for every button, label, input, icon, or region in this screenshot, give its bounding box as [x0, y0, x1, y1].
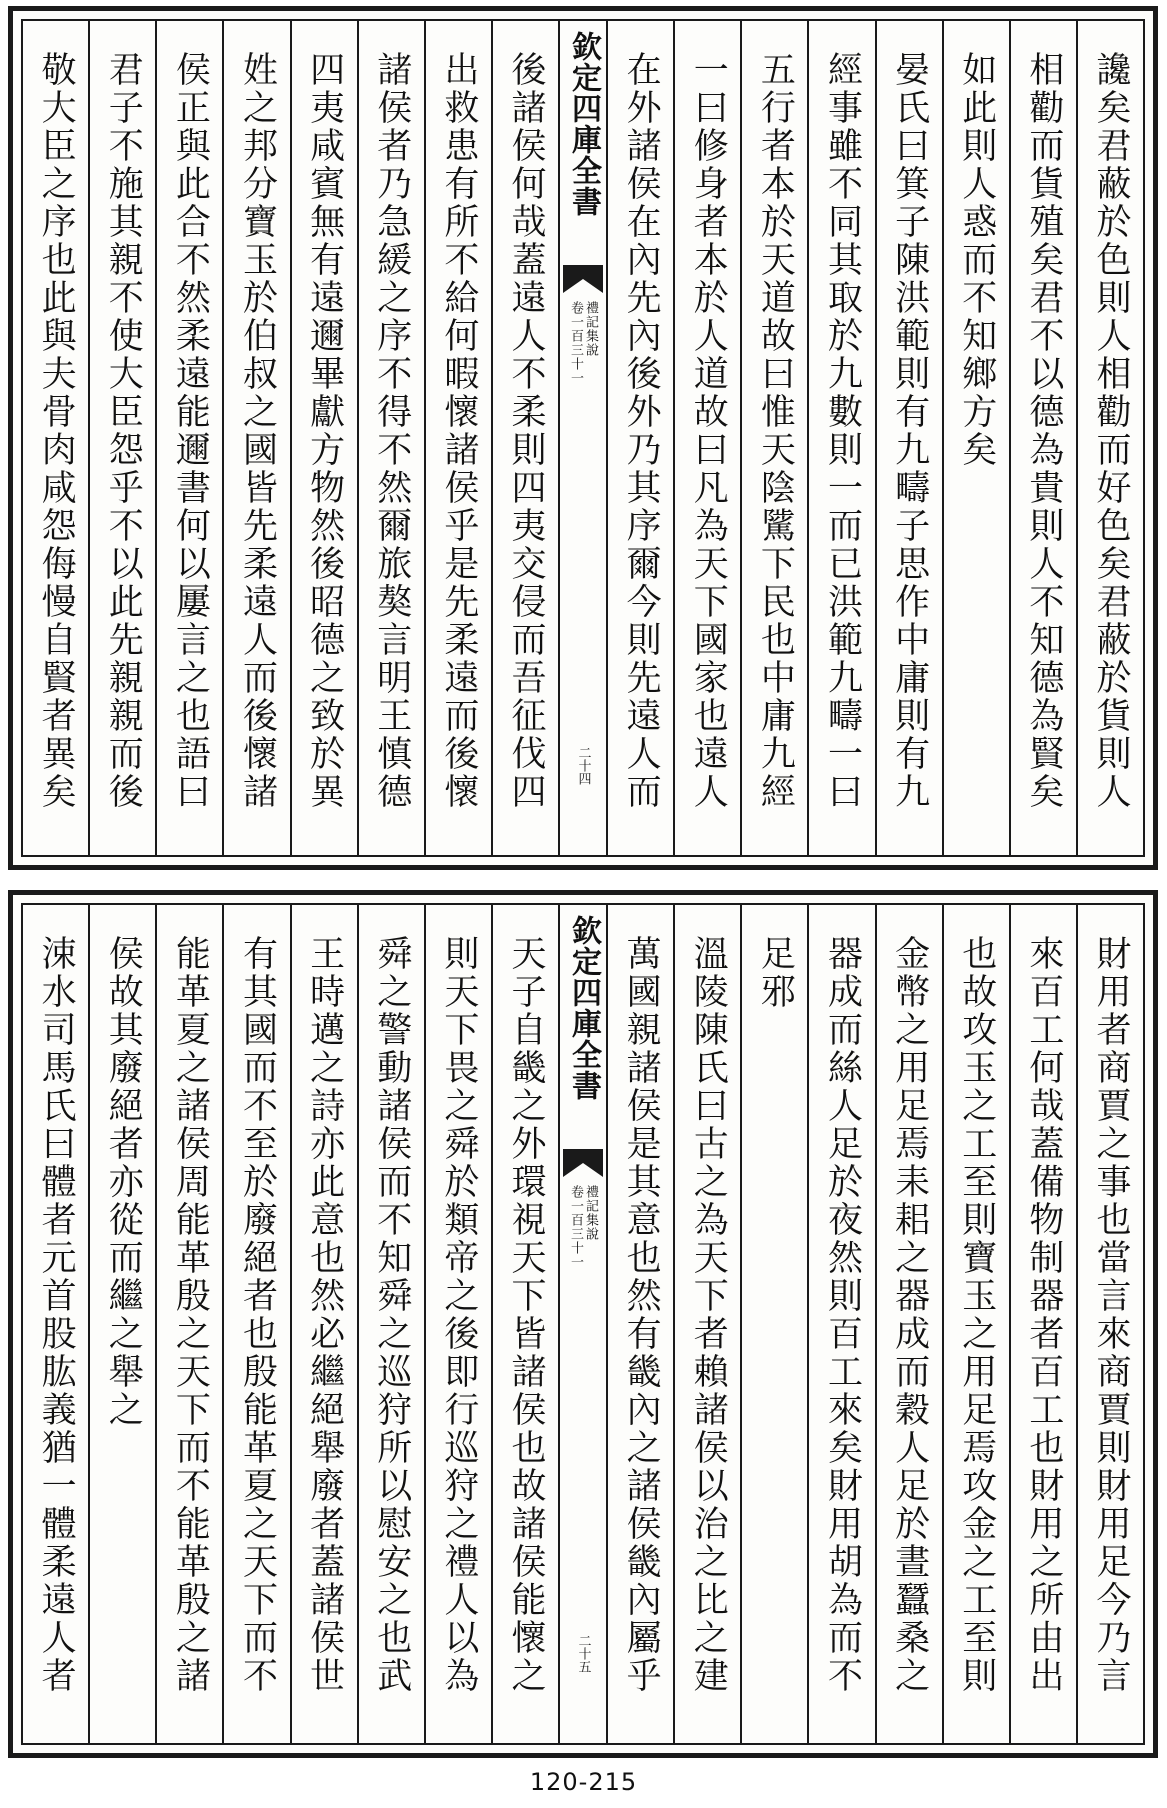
text-column: [222, 905, 289, 1743]
center-ribbon: [558, 21, 606, 855]
text-column: [942, 21, 1009, 855]
column-text: 王時邁之詩亦此意也然必繼絕舉廢者蓋諸侯世: [304, 935, 345, 1695]
column-text: 來百工何哉蓋備物制器者百工也財用之所由出: [1023, 935, 1064, 1695]
center-title: 欽定四庫全書: [566, 31, 601, 217]
text-column: [424, 21, 491, 855]
text-column: [357, 905, 424, 1743]
leaf-number: 二十四: [575, 746, 591, 785]
top-page: [8, 6, 1158, 870]
column-text: 金幣之用足焉耒耜之器成而穀人足於晝蠶桑之: [889, 935, 930, 1695]
column-text: 後諸侯何哉蓋遠人不柔則四夷交侵而吾征伐四: [505, 51, 546, 811]
text-column: [155, 905, 222, 1743]
column-text: 侯正與此合不然柔遠能邇書何以屢言之也語曰: [170, 51, 211, 811]
text-column: [424, 905, 491, 1743]
column-text: 姓之邦分寶玉於伯叔之國皆先柔遠人而後懷諸: [237, 51, 278, 811]
text-column: [491, 905, 558, 1743]
center-subtitle: [569, 1185, 597, 1269]
volume-number: 卷一百三十一: [568, 1185, 583, 1269]
text-column: [807, 905, 874, 1743]
text-column: [942, 905, 1009, 1743]
column-text: 敬大臣之序也此與夫骨肉咸怨侮慢自賢者異矣: [36, 51, 77, 811]
book-title: 禮記集說: [583, 1185, 598, 1241]
bottom-page: [8, 890, 1158, 1758]
column-text: 經事雖不同其取於九數則一而已洪範九疇一曰: [822, 51, 863, 811]
center-subtitle: [569, 301, 597, 385]
column-text: 諸侯者乃急緩之序不得不然爾旅獒言明王慎德: [371, 51, 412, 811]
column-text: 財用者商賈之事也當言來商賈則財用足今乃言: [1090, 935, 1131, 1695]
text-column: [357, 21, 424, 855]
text-column: [155, 21, 222, 855]
column-text: 讒矣君蔽於色則人相勸而好色矣君蔽於貨則人: [1090, 51, 1131, 811]
text-column: [290, 21, 357, 855]
text-column: [88, 21, 155, 855]
column-text: 四夷咸賓無有遠邇畢獻方物然後昭德之致於異: [304, 51, 345, 811]
center-ribbon: [558, 905, 606, 1743]
column-text: 足邪: [755, 935, 796, 1011]
book-title: 禮記集說: [583, 301, 598, 357]
column-text: 五行者本於天道故曰惟天陰騭下民也中庸九經: [755, 51, 796, 811]
text-column: [740, 21, 807, 855]
text-column: [740, 905, 807, 1743]
column-text: 晏氏曰箕子陳洪範則有九疇子思作中庸則有九: [889, 51, 930, 811]
column-text: 舜之警動諸侯而不知舜之巡狩所以慰安之也武: [371, 935, 412, 1695]
column-text: 出救患有所不給何暇懷諸侯乎是先柔遠而後懷: [438, 51, 479, 811]
text-column: [606, 21, 673, 855]
text-column: [88, 905, 155, 1743]
center-title: 欽定四庫全書: [566, 915, 601, 1101]
column-text: 如此則人惑而不知鄉方矣: [956, 51, 997, 469]
column-text: 涑水司馬氏曰體者元首股肱義猶一體柔遠人者: [36, 935, 77, 1695]
column-text: 能革夏之諸侯周能革殷之天下而不能革殷之諸: [170, 935, 211, 1695]
text-column: [606, 905, 673, 1743]
text-column: [673, 21, 740, 855]
column-text: 天子自畿之外環視天下皆諸侯也故諸侯能懷之: [505, 935, 546, 1695]
text-column: [1076, 21, 1143, 855]
column-text: 在外諸侯在內先內後外乃其序爾今則先遠人而: [621, 51, 662, 811]
text-column: [222, 21, 289, 855]
column-text: 君子不施其親不使大臣怨乎不以此先親親而後: [103, 51, 144, 811]
text-column: [673, 905, 740, 1743]
text-column: [875, 905, 942, 1743]
column-text: 一曰修身者本於人道故曰凡為天下國家也遠人: [688, 51, 729, 811]
text-column: [1009, 905, 1076, 1743]
text-column: [290, 905, 357, 1743]
text-column: [875, 21, 942, 855]
text-column: [23, 21, 88, 855]
text-column: [1076, 905, 1143, 1743]
column-text: 侯故其廢絕者亦從而繼之舉之: [103, 935, 144, 1429]
column-text: 溫陵陳氏曰古之為天下者賴諸侯以治之比之建: [688, 935, 729, 1695]
column-text: 器成而絲人足於夜然則百工來矣財用胡為而不: [822, 935, 863, 1695]
text-column: [491, 21, 558, 855]
fish-tail-ornament: [563, 265, 603, 293]
column-text: 相勸而貨殖矣君不以德為貴則人不知德為賢矣: [1023, 51, 1064, 811]
fish-tail-ornament: [563, 1149, 603, 1177]
text-column: [807, 21, 874, 855]
top-page-frame: [21, 19, 1145, 857]
text-column: [23, 905, 88, 1743]
column-text: 則天下畏之舜於類帝之後即行巡狩之禮人以為: [438, 935, 479, 1695]
bottom-page-frame: [21, 903, 1145, 1745]
text-column: [1009, 21, 1076, 855]
volume-number: 卷一百三十一: [568, 301, 583, 385]
column-text: 也故攻玉之工至則寶玉之用足焉攻金之工至則: [956, 935, 997, 1695]
leaf-number: 二十五: [575, 1634, 591, 1673]
page-reference-number: 120-215: [529, 1768, 638, 1796]
column-text: 萬國親諸侯是其意也然有畿內之諸侯畿內屬乎: [621, 935, 662, 1695]
column-text: 有其國而不至於廢絕者也殷能革夏之天下而不: [237, 935, 278, 1695]
